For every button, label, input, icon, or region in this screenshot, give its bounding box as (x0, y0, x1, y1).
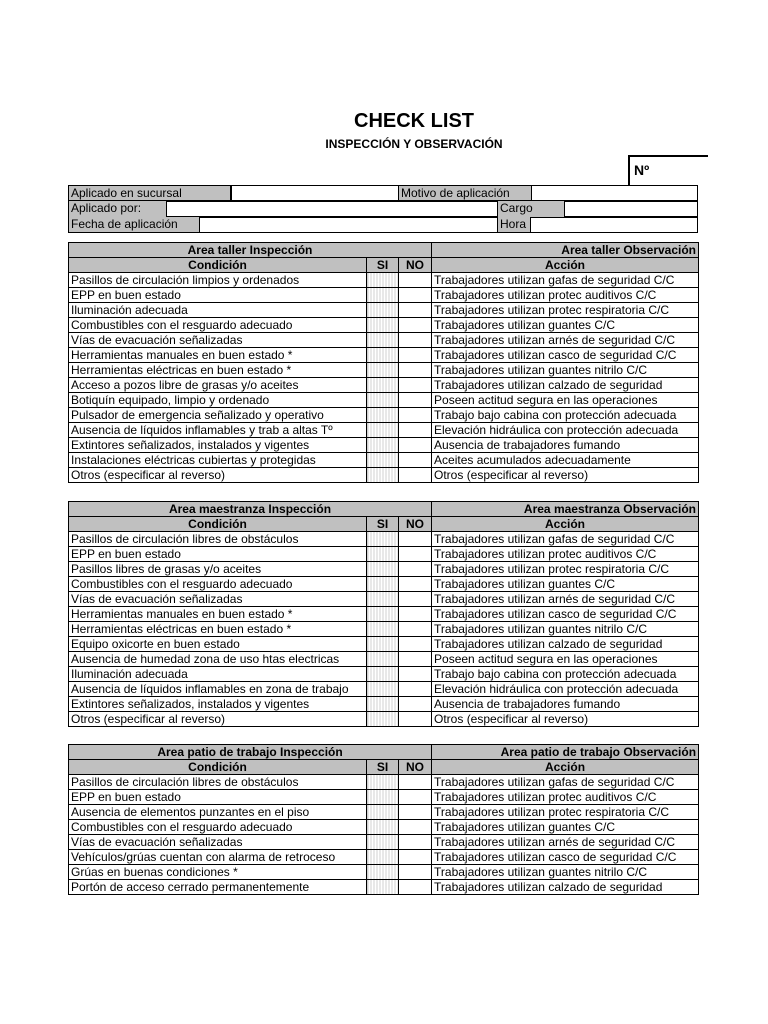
si-checkbox-cell[interactable] (367, 453, 399, 468)
condicion-cell: Extintores señalizados, instalados y vigentes (69, 438, 367, 453)
no-checkbox-cell[interactable] (399, 363, 432, 378)
cargo-label: Cargo (498, 201, 564, 217)
section-title-row (69, 502, 699, 517)
no-checkbox-cell[interactable] (399, 333, 432, 348)
si-checkbox-cell[interactable] (367, 363, 399, 378)
accion-cell: Trabajadores utilizan guantes C/C (432, 318, 699, 333)
no-checkbox-cell[interactable] (399, 468, 432, 483)
motivo-field[interactable] (531, 185, 698, 201)
table-row (69, 333, 699, 348)
accion-cell: Otros (especificar al reverso) (432, 468, 699, 483)
no-checkbox-cell[interactable] (399, 562, 432, 577)
condicion-cell: Pasillos de circulación libres de obstáculos (69, 532, 367, 547)
table-row (69, 453, 699, 468)
table-row (69, 363, 699, 378)
si-checkbox-cell[interactable] (367, 805, 399, 820)
accion-cell: Trabajadores utilizan gafas de seguridad C/C (432, 532, 699, 547)
si-checkbox-cell[interactable] (367, 682, 399, 697)
si-checkbox-cell[interactable] (367, 820, 399, 835)
no-checkbox-cell[interactable] (399, 805, 432, 820)
condicion-cell: Pasillos de circulación limpios y ordenados (69, 273, 367, 288)
table-row (69, 607, 699, 622)
table-row (69, 682, 699, 697)
si-checkbox-cell[interactable] (367, 835, 399, 850)
column-header-no: NO (399, 760, 432, 775)
column-header-accion: Acción (432, 517, 699, 532)
condicion-cell: Otros (especificar al reverso) (69, 712, 367, 727)
column-header-condicion: Condición (69, 517, 367, 532)
sucursal-label: Aplicado en sucursal (68, 185, 231, 201)
accion-cell: Trabajadores utilizan gafas de seguridad C/C (432, 775, 699, 790)
observacion-title: Area patio de trabajo Observación (432, 745, 699, 760)
si-checkbox-cell[interactable] (367, 547, 399, 562)
column-header-si: SI (367, 517, 399, 532)
table-row (69, 577, 699, 592)
condicion-cell: Pasillos libres de grasas y/o aceites (69, 562, 367, 577)
no-checkbox-cell[interactable] (399, 547, 432, 562)
accion-cell: Trabajadores utilizan calzado de seguridad (432, 637, 699, 652)
no-checkbox-cell[interactable] (399, 880, 432, 895)
si-checkbox-cell[interactable] (367, 865, 399, 880)
table-row (69, 532, 699, 547)
condicion-cell: Herramientas eléctricas en buen estado * (69, 622, 367, 637)
accion-cell: Trabajadores utilizan arnés de seguridad C/C (432, 835, 699, 850)
no-checkbox-cell[interactable] (399, 348, 432, 363)
table-row (69, 820, 699, 835)
table-row (69, 303, 699, 318)
no-checkbox-cell[interactable] (399, 622, 432, 637)
si-checkbox-cell[interactable] (367, 850, 399, 865)
si-checkbox-cell[interactable] (367, 880, 399, 895)
si-checkbox-cell[interactable] (367, 378, 399, 393)
table-row (69, 408, 699, 423)
si-checkbox-cell[interactable] (367, 532, 399, 547)
condicion-cell: Iluminación adecuada (69, 303, 367, 318)
si-checkbox-cell[interactable] (367, 652, 399, 667)
condicion-cell: Otros (especificar al reverso) (69, 468, 367, 483)
condicion-cell: EPP en buen estado (69, 288, 367, 303)
accion-cell: Trabajadores utilizan arnés de seguridad C/C (432, 592, 699, 607)
no-checkbox-cell[interactable] (399, 453, 432, 468)
condicion-cell: Combustibles con el resguardo adecuado (69, 577, 367, 592)
si-checkbox-cell[interactable] (367, 468, 399, 483)
inspeccion-title: Area taller Inspección (69, 243, 432, 258)
column-header-row (69, 517, 699, 532)
column-header-row (69, 258, 699, 273)
section-title-row (69, 745, 699, 760)
condicion-cell: Grúas en buenas condiciones * (69, 865, 367, 880)
observacion-title: Area maestranza Observación (432, 502, 699, 517)
table-row (69, 712, 699, 727)
no-checkbox-cell[interactable] (399, 423, 432, 438)
accion-cell: Elevación hidráulica con protección adecuada (432, 423, 699, 438)
por-label: Aplicado por: (68, 201, 166, 217)
condicion-cell: Vías de evacuación señalizadas (69, 333, 367, 348)
si-checkbox-cell[interactable] (367, 607, 399, 622)
si-checkbox-cell[interactable] (367, 408, 399, 423)
si-checkbox-cell[interactable] (367, 667, 399, 682)
table-row (69, 652, 699, 667)
accion-cell: Trabajadores utilizan guantes nitrilo C/C (432, 865, 699, 880)
accion-cell: Otros (especificar al reverso) (432, 712, 699, 727)
condicion-cell: Vehículos/grúas cuentan con alarma de retroceso (69, 850, 367, 865)
fecha-label: Fecha de aplicación (68, 217, 199, 233)
accion-cell: Trabajadores utilizan arnés de seguridad C/C (432, 333, 699, 348)
condicion-cell: Combustibles con el resguardo adecuado (69, 820, 367, 835)
sucursal-field[interactable] (231, 185, 399, 201)
accion-cell: Elevación hidráulica con protección adecuada (432, 682, 699, 697)
accion-cell: Trabajadores utilizan casco de seguridad C/C (432, 607, 699, 622)
hora-field[interactable] (530, 217, 698, 233)
condicion-cell: Equipo oxicorte en buen estado (69, 637, 367, 652)
number-field[interactable] (628, 155, 708, 185)
accion-cell: Ausencia de trabajadores fumando (432, 438, 699, 453)
page-subtitle: INSPECCIÓN Y OBSERVACIÓN (325, 137, 503, 151)
condicion-cell: Pulsador de emergencia señalizado y operativo (69, 408, 367, 423)
accion-cell: Trabajadores utilizan protec auditivos C/C (432, 547, 699, 562)
no-checkbox-cell[interactable] (399, 607, 432, 622)
page-title: CHECK LIST (354, 110, 474, 132)
no-checkbox-cell[interactable] (399, 652, 432, 667)
accion-cell: Trabajadores utilizan protec respiratoria C/C (432, 303, 699, 318)
condicion-cell: Pasillos de circulación libres de obstáculos (69, 775, 367, 790)
table-row (69, 592, 699, 607)
condicion-cell: Instalaciones eléctricas cubiertas y protegidas (69, 453, 367, 468)
si-checkbox-cell[interactable] (367, 577, 399, 592)
no-checkbox-cell[interactable] (399, 667, 432, 682)
no-checkbox-cell[interactable] (399, 318, 432, 333)
no-checkbox-cell[interactable] (399, 865, 432, 880)
table-row (69, 790, 699, 805)
si-checkbox-cell[interactable] (367, 622, 399, 637)
accion-cell: Aceites acumulados adecuadamente (432, 453, 699, 468)
condicion-cell: Ausencia de elementos punzantes en el piso (69, 805, 367, 820)
si-checkbox-cell[interactable] (367, 790, 399, 805)
table-row (69, 318, 699, 333)
accion-cell: Trabajadores utilizan calzado de seguridad (432, 378, 699, 393)
condicion-cell: EPP en buen estado (69, 790, 367, 805)
condicion-cell: Ausencia de humedad zona de uso htas electricas (69, 652, 367, 667)
table-row (69, 805, 699, 820)
table-row (69, 562, 699, 577)
accion-cell: Trabajadores utilizan protec auditivos C/C (432, 288, 699, 303)
column-header-accion: Acción (432, 258, 699, 273)
si-checkbox-cell[interactable] (367, 423, 399, 438)
condicion-cell: Combustibles con el resguardo adecuado (69, 318, 367, 333)
column-header-row (69, 760, 699, 775)
accion-cell: Trabajadores utilizan protec respiratoria C/C (432, 562, 699, 577)
si-checkbox-cell[interactable] (367, 273, 399, 288)
hora-label: Hora (498, 217, 530, 233)
si-checkbox-cell[interactable] (367, 775, 399, 790)
accion-cell: Trabajadores utilizan gafas de seguridad C/C (432, 273, 699, 288)
accion-cell: Ausencia de trabajadores fumando (432, 697, 699, 712)
si-checkbox-cell[interactable] (367, 592, 399, 607)
accion-cell: Trabajadores utilizan guantes C/C (432, 577, 699, 592)
condicion-cell: Botiquín equipado, limpio y ordenado (69, 393, 367, 408)
accion-cell: Trabajadores utilizan guantes nitrilo C/C (432, 363, 699, 378)
table-row (69, 423, 699, 438)
no-checkbox-cell[interactable] (399, 577, 432, 592)
accion-cell: Trabajadores utilizan guantes C/C (432, 820, 699, 835)
table-row (69, 393, 699, 408)
observacion-title: Area taller Observación (432, 243, 699, 258)
si-checkbox-cell[interactable] (367, 318, 399, 333)
condicion-cell: Vías de evacuación señalizadas (69, 835, 367, 850)
table-row (69, 865, 699, 880)
por-field[interactable] (166, 201, 498, 217)
si-checkbox-cell[interactable] (367, 697, 399, 712)
column-header-si: SI (367, 258, 399, 273)
condicion-cell: Iluminación adecuada (69, 667, 367, 682)
condicion-cell: Herramientas manuales en buen estado * (69, 348, 367, 363)
no-checkbox-cell[interactable] (399, 438, 432, 453)
condicion-cell: Herramientas manuales en buen estado * (69, 607, 367, 622)
table-row (69, 288, 699, 303)
no-checkbox-cell[interactable] (399, 682, 432, 697)
no-checkbox-cell[interactable] (399, 835, 432, 850)
si-checkbox-cell[interactable] (367, 637, 399, 652)
table-row (69, 775, 699, 790)
accion-cell: Trabajo bajo cabina con protección adecuada (432, 667, 699, 682)
table-row (69, 697, 699, 712)
accion-cell: Trabajadores utilizan protec auditivos C/C (432, 790, 699, 805)
no-checkbox-cell[interactable] (399, 592, 432, 607)
table-row (69, 348, 699, 363)
column-header-accion: Acción (432, 760, 699, 775)
condicion-cell: Vías de evacuación señalizadas (69, 592, 367, 607)
motivo-label: Motivo de aplicación (399, 185, 531, 201)
table-row (69, 273, 699, 288)
accion-cell: Trabajadores utilizan casco de seguridad C/C (432, 348, 699, 363)
column-header-no: NO (399, 517, 432, 532)
no-checkbox-cell[interactable] (399, 378, 432, 393)
no-checkbox-cell[interactable] (399, 697, 432, 712)
si-checkbox-cell[interactable] (367, 348, 399, 363)
si-checkbox-cell[interactable] (367, 393, 399, 408)
no-checkbox-cell[interactable] (399, 393, 432, 408)
accion-cell: Trabajo bajo cabina con protección adecuada (432, 408, 699, 423)
column-header-no: NO (399, 258, 432, 273)
no-checkbox-cell[interactable] (399, 790, 432, 805)
table-row (69, 438, 699, 453)
cargo-field[interactable] (564, 201, 698, 217)
section-title-row (69, 243, 699, 258)
table-row (69, 850, 699, 865)
condicion-cell: Extintores señalizados, instalados y vigentes (69, 697, 367, 712)
fecha-field[interactable] (199, 217, 498, 233)
table-row (69, 378, 699, 393)
column-header-si: SI (367, 760, 399, 775)
checklist-table-taller (68, 242, 699, 483)
table-row (69, 622, 699, 637)
no-checkbox-cell[interactable] (399, 820, 432, 835)
number-label: Nº (634, 162, 650, 178)
column-header-condicion: Condición (69, 760, 367, 775)
accion-cell: Poseen actitud segura en las operaciones (432, 652, 699, 667)
inspeccion-title: Area patio de trabajo Inspección (69, 745, 432, 760)
table-row (69, 637, 699, 652)
column-header-condicion: Condición (69, 258, 367, 273)
no-checkbox-cell[interactable] (399, 850, 432, 865)
table-row (69, 835, 699, 850)
accion-cell: Trabajadores utilizan protec respiratoria C/C (432, 805, 699, 820)
no-checkbox-cell[interactable] (399, 273, 432, 288)
checklist-table-patio (68, 744, 699, 895)
accion-cell: Poseen actitud segura en las operaciones (432, 393, 699, 408)
condicion-cell: Herramientas eléctricas en buen estado * (69, 363, 367, 378)
table-row (69, 880, 699, 895)
accion-cell: Trabajadores utilizan guantes nitrilo C/C (432, 622, 699, 637)
no-checkbox-cell[interactable] (399, 712, 432, 727)
si-checkbox-cell[interactable] (367, 438, 399, 453)
condicion-cell: Ausencia de líquidos inflamables y trab a altas Tº (69, 423, 367, 438)
accion-cell: Trabajadores utilizan calzado de seguridad (432, 880, 699, 895)
no-checkbox-cell[interactable] (399, 637, 432, 652)
condicion-cell: Acceso a pozos libre de grasas y/o aceites (69, 378, 367, 393)
inspeccion-title: Area maestranza Inspección (69, 502, 432, 517)
table-row (69, 667, 699, 682)
no-checkbox-cell[interactable] (399, 775, 432, 790)
si-checkbox-cell[interactable] (367, 562, 399, 577)
no-checkbox-cell[interactable] (399, 408, 432, 423)
checklist-table-maestranza (68, 501, 699, 727)
no-checkbox-cell[interactable] (399, 288, 432, 303)
si-checkbox-cell[interactable] (367, 288, 399, 303)
table-row (69, 547, 699, 562)
no-checkbox-cell[interactable] (399, 532, 432, 547)
condicion-cell: Portón de acceso cerrado permanentemente (69, 880, 367, 895)
si-checkbox-cell[interactable] (367, 333, 399, 348)
si-checkbox-cell[interactable] (367, 303, 399, 318)
table-row (69, 468, 699, 483)
si-checkbox-cell[interactable] (367, 712, 399, 727)
accion-cell: Trabajadores utilizan casco de seguridad C/C (432, 850, 699, 865)
no-checkbox-cell[interactable] (399, 303, 432, 318)
condicion-cell: EPP en buen estado (69, 547, 367, 562)
condicion-cell: Ausencia de líquidos inflamables en zona de trabajo (69, 682, 367, 697)
